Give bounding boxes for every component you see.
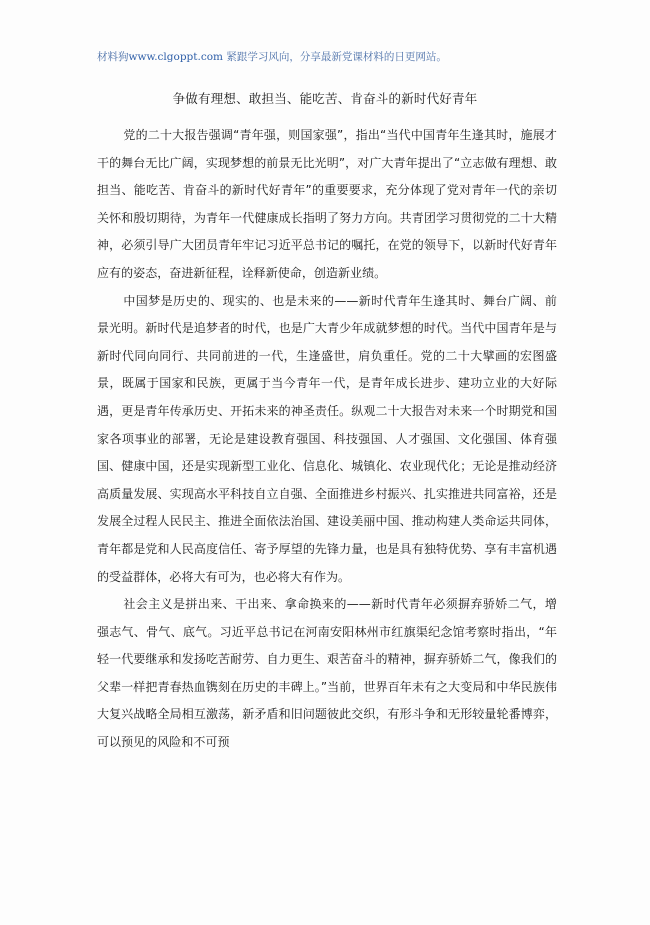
watermark-slogan: 紧跟学习风向，分享最新党课材料的日更网站。 — [223, 51, 447, 63]
paragraph-1: 党的二十大报告强调“青年强，则国家强”，指出“当代中国青年生逢其时，施展才干的舞台无比广阔，实现梦想的前景无比光明”，对广大青年提出了“立志做有理想、敢担当、能吃苦、肯奋斗的新时代好青年”的重要要求，充分体现了党对青年一代的亲切关怀和殷切期待，为青年一代健康成长指明了努力方向。共青团学习贯彻党的二十大精神，必须引导广大团员青年牢记习近平总书记的嘱托，在党的领导下，以新时代好青年应有的姿态，奋进新征程，诠释新使命，创造新业绩。 — [97, 128, 557, 280]
paragraph-3: 社会主义是拼出来、干出来、拿命换来的——新时代青年必须摒弃骄娇二气，增强志气、骨气、底气。习近平总书记在河南安阳林州市红旗渠纪念馆考察时指出，“年轻一代要继承和发扬吃苦耐劳、自力更生、艰苦奋斗的精神，摒弃骄娇二气，像我们的父辈一样把青春热血镌刻在历史的丰碑上。”当前，世界百年未有之大变局和中华民族伟大复兴战略全局相互激荡，新矛盾和旧问题彼此交织，有形斗争和无形较量轮番博弈，可以预见的风险和不可预 — [97, 597, 557, 750]
paragraph-2: 中国梦是历史的、现实的、也是未来的——新时代青年生逢其时、舞台广阔、前景光明。新时代是追梦者的时代，也是广大青少年成就梦想的时代。当代中国青年是与新时代同向同行、共同前进的一代，生逢盛世，肩负重任。党的二十大擘画的宏图盛景，既属于国家和民族，更属于当今青年一代，是青年成长进步、建功立业的大好际遇，更是青年传承历史、开拓未来的神圣责任。纵观二十大报告对未来一个时期党和国家各项事业的部署，无论是建设教育强国、科技强国、人才强国、文化强国、体育强国、健康中国，还是实现新型工业化、信息化、城镇化、农业现代化；无论是推动经济高质量发展、实现高水平科技自立自强、全面推进乡村振兴、扎实推进共同富裕，还是发展全过程人民民主、推进全面依法治国、建设美丽中国、推动构建人类命运共同体，青年都是党和人民高度信任、寄予厚望的先锋力量，也是具有独特优势、享有丰富机遇的受益群体，必将大有可为，也必将大有作为。 — [97, 293, 557, 584]
document-body — [97, 122, 557, 757]
watermark-prefix: 材料狗 — [97, 51, 129, 63]
site-watermark-header — [97, 50, 447, 64]
document-title: 争做有理想、敢担当、能吃苦、肯奋斗的新时代好青年 — [172, 91, 478, 106]
watermark-url-link[interactable]: www.clgoppt.com — [128, 51, 223, 63]
